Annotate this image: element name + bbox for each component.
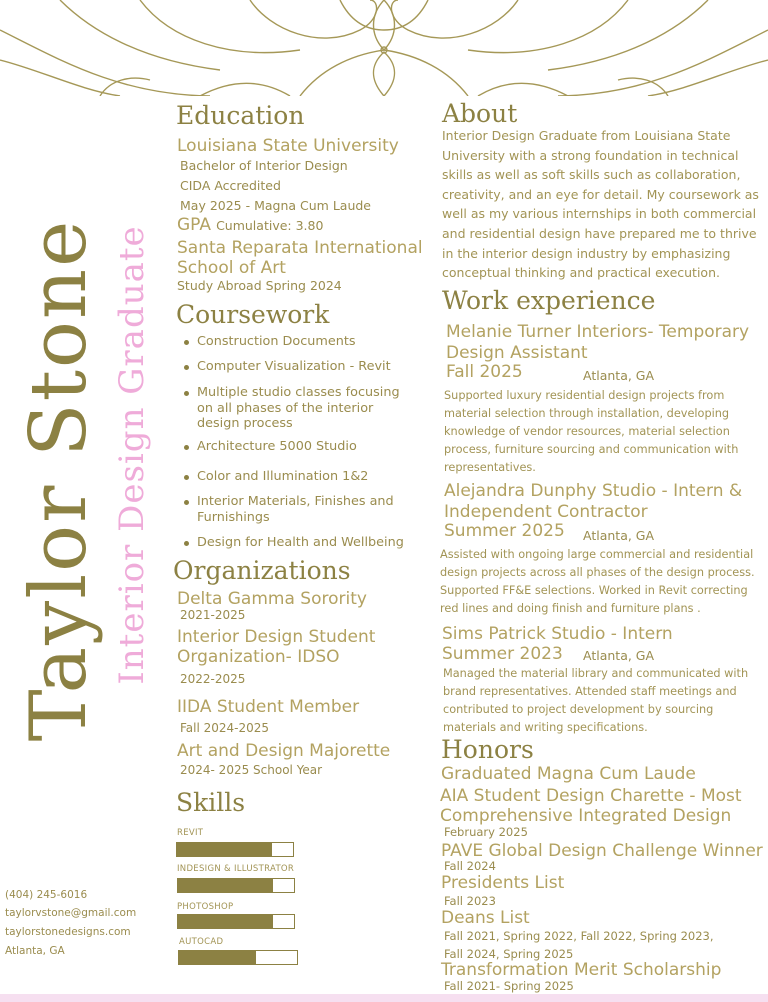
- person-subtitle: Interior Design Graduate: [112, 225, 152, 685]
- honors-heading: Honors: [441, 735, 534, 764]
- work-heading: Work experience: [442, 286, 656, 315]
- contact-location: Atlanta, GA: [5, 945, 65, 957]
- bullet-icon: [184, 391, 189, 396]
- contact-email[interactable]: taylorvstone@gmail.com: [5, 907, 137, 919]
- honor-title: Presidents List: [441, 873, 565, 893]
- skill-bar-fill: [178, 915, 273, 928]
- honor-date: Fall 2023: [444, 894, 496, 908]
- job-title: Sims Patrick Studio - Intern: [442, 624, 673, 644]
- job-location: Atlanta, GA: [583, 648, 655, 663]
- skill-label: REVIT: [177, 828, 204, 838]
- job-term: Fall 2025: [446, 362, 523, 382]
- job-description: Managed the material library and communicated with brand representatives. Attended staff meetings and contributed to project development by sourcing materials and writing specifications.: [443, 667, 749, 734]
- org-name: Delta Gamma Sorority: [177, 589, 367, 609]
- bullet-icon: [184, 445, 189, 450]
- honor-date: February 2025: [444, 825, 528, 839]
- job-term: Summer 2025: [444, 521, 565, 541]
- edu-gpa-label: GPA: [177, 215, 211, 235]
- edu-school-santa-reparata: Santa Reparata International School of Art: [177, 238, 423, 278]
- list-item: Construction Documents: [177, 334, 417, 350]
- job-title: Alejandra Dunphy Studio - Intern & Independent Contractor: [444, 481, 743, 522]
- edu-accreditation: CIDA Accredited: [180, 178, 281, 193]
- edu-graduation: May 2025 - Magna Cum Laude: [180, 198, 371, 213]
- skill-bar-fill: [178, 879, 273, 892]
- honor-date: Fall 2024: [444, 859, 496, 873]
- bullet-icon: [184, 500, 189, 505]
- honor-title: AIA Student Design Charette - Most Comprehensive Integrated Design: [440, 786, 742, 826]
- edu-degree: Bachelor of Interior Design: [180, 158, 348, 173]
- job-description: Assisted with ongoing large commercial and residential design projects across all phases of the design process. Supported FF&E selections. Worked in Revit correcting red lines and doing finish and furniture plans .: [440, 548, 755, 615]
- job-location: Atlanta, GA: [583, 528, 655, 543]
- edu-gpa: [177, 215, 323, 235]
- name-vertical: [14, 210, 120, 750]
- bullet-icon: [184, 365, 189, 370]
- about-text: Interior Design Graduate from Louisiana State University with a strong foundation in technical skills as well as soft skills such as collaboration, creativity, and an eye for detail. My coursework as well as my various internships in both commercial and residential design have prepared me to thrive in the interior design industry by emphasizing conceptual thinking and practical execution.: [442, 128, 759, 281]
- bullet-icon: [184, 541, 189, 546]
- edu-gpa-value: Cumulative: 3.80: [216, 218, 324, 233]
- coursework-heading: Coursework: [176, 300, 330, 329]
- honor-date: Fall 2021, Spring 2022, Fall 2022, Spring 2023, Fall 2024, Spring 2025: [444, 929, 714, 961]
- skill-label: INDESIGN & ILLUSTRATOR: [177, 864, 295, 874]
- organizations-heading: Organizations: [173, 556, 351, 585]
- org-name: Interior Design Student Organization- IDSO: [177, 627, 376, 667]
- org-name: Art and Design Majorette: [177, 741, 391, 761]
- skill-bar-indesign-illustrator: [177, 878, 295, 893]
- skill-bar-fill: [179, 951, 256, 964]
- job-location: Atlanta, GA: [583, 368, 655, 383]
- bullet-icon: [184, 475, 189, 480]
- skill-bar-fill: [177, 843, 272, 856]
- org-name: IIDA Student Member: [177, 697, 360, 717]
- honor-title: Transformation Merit Scholarship: [441, 960, 722, 980]
- ornament-bottom-strip: [0, 994, 768, 1002]
- edu-study-abroad: Study Abroad Spring 2024: [177, 278, 342, 293]
- list-item: Computer Visualization - Revit: [177, 359, 417, 375]
- contact-phone[interactable]: (404) 245-6016: [5, 889, 88, 901]
- skill-bar-autocad: [178, 950, 298, 965]
- list-item: Design for Health and Wellbeing: [177, 535, 417, 551]
- job-description: Supported luxury residential design projects from material selection through installation, developing knowledge of vendor resources, material selection process, furniture sourcing and communication with representatives.: [444, 389, 739, 474]
- floral-ornament-top: [0, 0, 768, 96]
- honor-title: Graduated Magna Cum Laude: [441, 764, 696, 784]
- subtitle-vertical: [112, 190, 155, 720]
- skill-bar-revit: [176, 842, 294, 857]
- skills-heading: Skills: [176, 788, 246, 817]
- honor-title: Deans List: [441, 908, 530, 928]
- org-date: 2021-2025: [180, 608, 246, 622]
- skill-label: AUTOCAD: [179, 937, 224, 947]
- contact-website[interactable]: taylorstonedesigns.com: [5, 926, 131, 938]
- job-title: Melanie Turner Interiors- Temporary Design Assistant: [446, 322, 750, 363]
- list-item: Multiple studio classes focusing on all phases of the interior design process: [177, 385, 417, 432]
- list-item: Color and Illumination 1&2: [177, 469, 417, 485]
- org-date: 2022-2025: [180, 672, 246, 686]
- honor-date: Fall 2021- Spring 2025: [444, 979, 574, 993]
- education-heading: Education: [176, 101, 305, 130]
- honor-title: PAVE Global Design Challenge Winner: [441, 841, 763, 861]
- bullet-icon: [184, 340, 189, 345]
- list-item: Architecture 5000 Studio: [177, 439, 417, 455]
- org-date: Fall 2024-2025: [180, 721, 270, 735]
- about-heading: About: [442, 99, 518, 128]
- edu-school-lsu: Louisiana State University: [177, 136, 399, 156]
- person-name: Taylor Stone: [14, 218, 104, 742]
- list-item: Interior Materials, Finishes and Furnishings: [177, 494, 417, 525]
- org-date: 2024- 2025 School Year: [180, 763, 323, 777]
- job-term: Summer 2023: [442, 644, 563, 664]
- skill-label: PHOTOSHOP: [177, 902, 234, 912]
- skill-bar-photoshop: [177, 914, 295, 929]
